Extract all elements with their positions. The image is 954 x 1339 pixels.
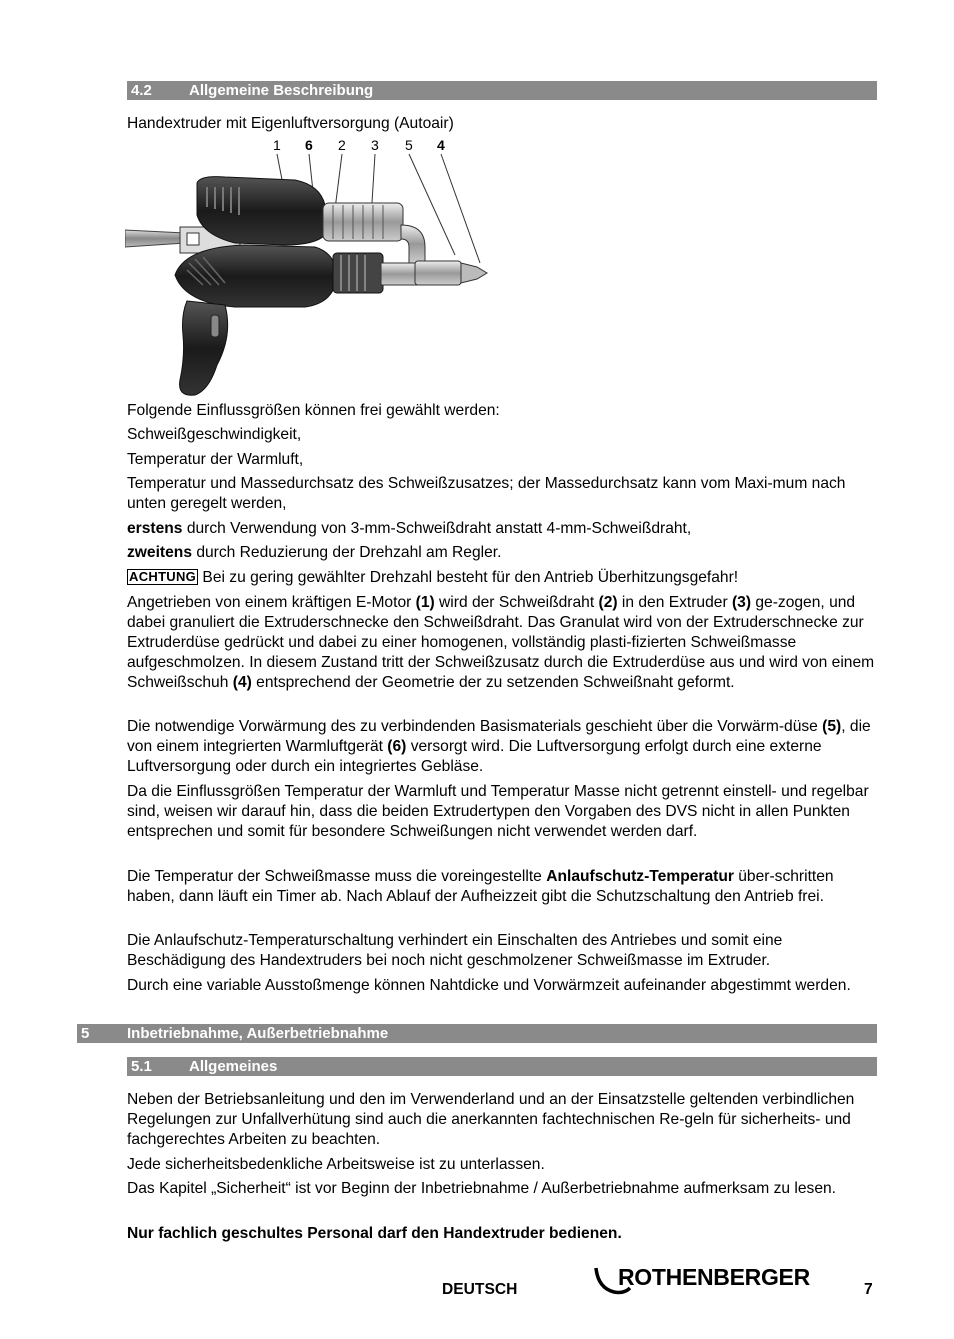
hand-extruder-figure <box>125 135 505 400</box>
paragraph-protection: Die Anlaufschutz-Temperaturschaltung verhindert ein Einschalten des Antriebes und somit eine Beschädigung des Handextruders bei noch nicht geschmolzener Schweißmasse im Extruder. <box>127 932 783 969</box>
first-text: durch Verwendung von 3-mm-Schweißdraht anstatt 4-mm-Schweißdraht, <box>182 520 692 537</box>
section-number: 5.1 <box>131 1058 152 1075</box>
list-item-3: Temperatur und Massedurchsatz des Schweißzusatzes; der Massedurchsatz kann vom Maxi-mum nach unten geregelt werden, <box>127 475 846 512</box>
callout-4: 4 <box>437 137 445 153</box>
list-item-1: Schweißgeschwindigkeit, <box>127 426 302 443</box>
section-title: Allgemeines <box>189 1058 278 1075</box>
list-second <box>127 543 879 563</box>
paragraph-unsafe: Jede sicherheitsbedenkliche Arbeitsweise ist zu unterlassen. <box>127 1156 545 1173</box>
callout-6: 6 <box>305 137 313 153</box>
section-5-1-header <box>127 1057 877 1076</box>
callout-5: 5 <box>405 137 413 153</box>
page-number: 7 <box>864 1281 873 1298</box>
warning-badge: ACHTUNG <box>129 569 197 584</box>
second-text: durch Reduzierung der Drehzahl am Regler. <box>192 544 502 561</box>
paragraph-safety-chapter: Das Kapitel „Sicherheit“ ist vor Beginn der Inbetriebnahme / Außerbetriebnahme aufmerksam zu lesen. <box>127 1180 837 1197</box>
paragraph-personnel: Nur fachlich geschultes Personal darf den Handextruder bedienen. <box>127 1225 622 1242</box>
paragraph-timer: Die Temperatur der Schweißmasse muss die voreingestellte Anlaufschutz-Temperatur über-schritten haben, dann läuft ein Timer ab. Nach Ablauf der Aufheizzeit gibt die Schutzschaltung den Antrieb frei. <box>127 868 834 905</box>
rothenberger-logo <box>592 1262 832 1298</box>
list-first <box>127 519 879 539</box>
section-title: Allgemeine Beschreibung <box>189 82 374 99</box>
list-item-2: Temperatur der Warmluft, <box>127 451 304 468</box>
callout-2: 2 <box>338 137 346 153</box>
warning-text: Bei zu gering gewählter Drehzahl besteht für den Antrieb Überhitzungsgefahr! <box>198 569 739 586</box>
section-title: Inbetriebnahme, Außerbetriebnahme <box>127 1025 389 1042</box>
callout-1: 1 <box>273 137 281 153</box>
section-5-header <box>77 1024 877 1043</box>
paragraph-drive: Angetrieben von einem kräftigen E-Motor (1) wird der Schweißdraht (2) in den Extruder (3) ge-zogen, und dabei granuliert die Extruderschnecke den Schweißdraht. Das Granulat wird von der Extruderschnecke zur Extruderdüse gedrückt und dabei zu einer homogenen, vollständig plasti-fizierten Schweißmasse aufgeschmolzen. In diesem Zustand tritt der Schweißzusatz durch die Extruderdüse aus und wird von einem Schweißschuh (4) entsprechend der Geometrie der zu setzenden Schweißnaht geformt. <box>127 594 875 691</box>
callout-3: 3 <box>371 137 379 153</box>
section-number: 4.2 <box>131 82 152 99</box>
brand-name: ROTHENBERGER <box>618 1264 810 1290</box>
list-lead: Folgende Einflussgrößen können frei gewählt werden: <box>127 402 500 419</box>
section-number: 5 <box>81 1025 90 1042</box>
paragraph-regulations: Neben der Betriebsanleitung und den im Verwenderland und an der Einsatzstelle geltenden verbindlichen Regelungen zur Unfallverhütung sind auch die anerkannten fachtechnischen Re-geln für sicherheits- und fachgerechtes Arbeiten zu beachten. <box>127 1091 855 1148</box>
first-label: erstens <box>127 520 183 537</box>
section-4-2-header <box>127 81 877 100</box>
footer-language: DEUTSCH <box>442 1281 518 1298</box>
warning-line <box>127 568 879 588</box>
intro-text: Handextruder mit Eigenluftversorgung (Autoair) <box>127 115 454 132</box>
paragraph-dvs: Da die Einflussgrößen Temperatur der Warmluft und Temperatur Masse nicht getrennt einstell- und regelbar sind, weisen wir darauf hin, dass die beiden Extrudertypen den Vorgaben des DVS nicht in allen Punkten entsprechen und somit für besondere Schweißungen nicht verwendet werden darf. <box>127 783 869 840</box>
second-label: zweitens <box>127 544 192 561</box>
paragraph-preheat: Die notwendige Vorwärmung des zu verbindenden Basismaterials geschieht über die Vorwärm-düse (5), die von einem integrierten Warmluftgerät (6) versorgt wird. Die Luftversorgung erfolgt durch eine externe Luftversorgung oder durch ein integriertes Gebläse. <box>127 718 871 775</box>
paragraph-output: Durch eine variable Ausstoßmenge können Nahtdicke und Vorwärmzeit aufeinander abgestimmt werden. <box>127 977 851 994</box>
